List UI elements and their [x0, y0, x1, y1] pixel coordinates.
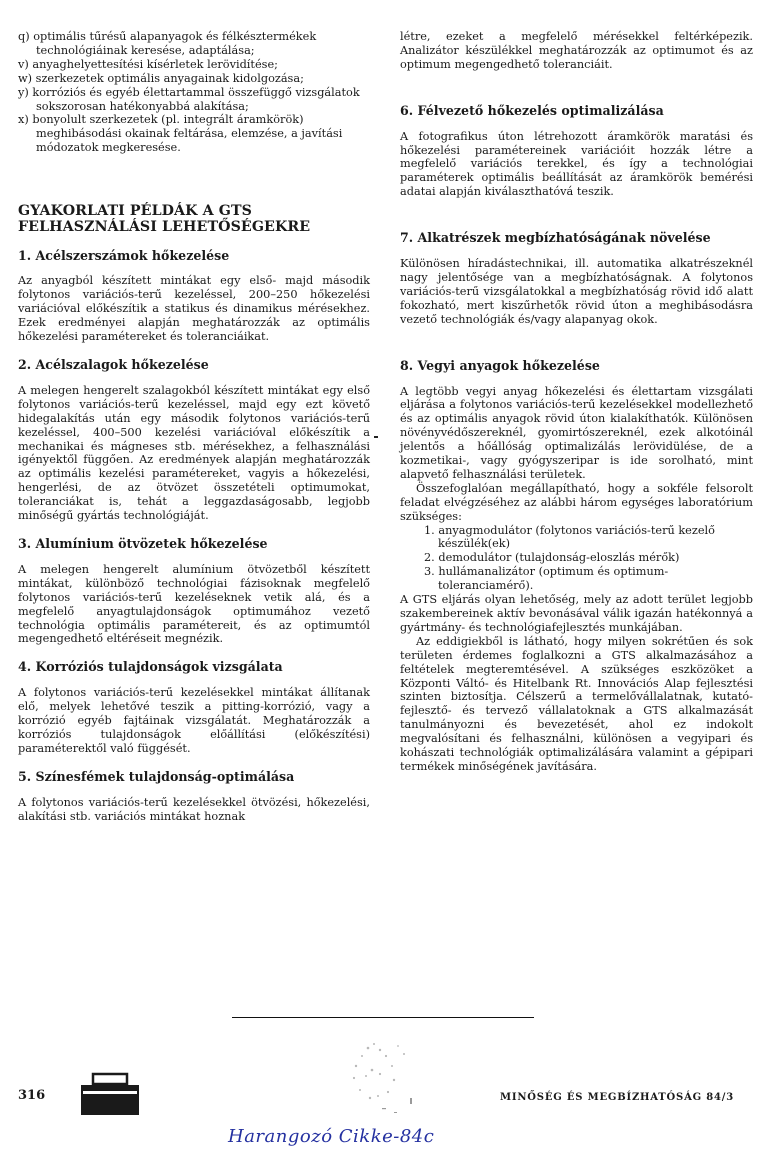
- subsection-text: Az anyagból készített mintákat egy első- majd második folytonos variációs-terű kezeléssel, 200–250 hőkezelési variációval előkészítik a statikus és dinamikus mérésekhez. Ezek eredményei alapján meghatározzák az optimális hőkezelési paramétereket és toleranciáikat.: [18, 274, 370, 344]
- section-heading: GYAKORLATI PÉLDÁK A GTS FELHASZNÁLÁSI LEHETŐSÉGEKRE: [18, 203, 311, 236]
- margin-mark: [374, 436, 378, 438]
- subsection-heading: 5. Színesfémek tulajdonság-optimálása: [18, 768, 295, 784]
- continuation-text: létre, ezeket a megfelelő mérésekkel feltérképezik. Analizátor készülékkel meghatározzák az optimumot és az optimum megengedhető toleranciáit.: [400, 30, 753, 71]
- subsection-text: A legtöbb vegyi anyag hőkezelési és élettartam vizsgálati eljárása a folytonos variációs-terű kezelésekkel modellezhető és az optimális anyagok rövid úton kialakíthatók. Különösen növényvédőszereknél, gyomirtószereknél, ezek alkotóinál jelentős a hőállóság optimalizálás lerövidülése, de a kozmetikai-, vagy gyógyszeripar is ide sorolható, mint alapvető felhasználási területek.: [400, 384, 753, 481]
- subsection-text: A fotografikus úton létrehozott áramkörök maratási és hőkezelési paramétereinek variációit hozzák létre a megfelelő variációs terekkel, és így a technológiai paraméterek optimális beállítását az áramkörök bemérési adatai alapján kiválaszthatóvá teszik.: [400, 129, 753, 199]
- list-item: y) korróziós és egyéb élettartammal összefüggő vizsgálatok sokszorosan hatékonyabbá alakítása;: [18, 85, 360, 113]
- subsection-text: A melegen hengerelt szalagokból készített mintákat egy első folytonos variációs-terű kezeléssel, majd egy ezt követő hidegalakítás után egy második folytonos variációs-terű kezeléssel, 400–500 kezelési variációval előkészítik a mechanikai és mágneses stb. mérésekhez, a felhasználási igényektől függően. Az eredmények alapján meghatározzák az optimális kezelési paramétereket, vagyis a hőkezelési, hengerlési, de az ötvözet összetételi optimumokat, toleranciákat is, tehát a leggazdaságosabb, legjobb minőségű gyártás technológiáját.: [18, 383, 370, 523]
- list-item: x) bonyolult szerkezetek (pl. integrált áramkörök) meghibásodási okainak feltárása, elemzése, a javítási módozatok megkeresése.: [18, 113, 343, 155]
- list-item: w) szerkezetek optimális anyagainak kidolgozása;: [18, 71, 304, 85]
- objectives-list: [18, 30, 370, 155]
- footer-divider: [232, 1017, 534, 1018]
- subsection-text: Különösen híradástechnikai, ill. automatika alkatrészeknél nagy jelentősége van a megbízhatóságnak. A folytonos variációs-terű vizsgálatokkal a megbízhatóság rövid idő alatt fokozható, mert kiszűrhetők rövid úton a meghibásodásra vezető technológiák és/vagy alapanyag okok.: [400, 257, 753, 326]
- list-item: 3. hullámanalizátor (optimum és optimum-toleranciamérő).: [424, 565, 669, 593]
- list-item: q) optimális tűrésű alapanyagok és félkésztermékek technológiáinak keresése, adaptálása;: [18, 30, 317, 57]
- page-number: 316: [18, 1088, 46, 1103]
- right-column: [400, 30, 753, 774]
- faded-stamp-icon: [320, 1026, 430, 1122]
- subsection-heading: 2. Acélszalagok hőkezelése: [18, 357, 209, 372]
- numbered-list: [400, 524, 753, 594]
- list-item: v) anyaghelyettesítési kísérletek lerövidítése;: [18, 57, 278, 71]
- subsection-text: A melegen hengerelt alumínium ötvözetből készített mintákat, különböző technológiai fázisoknak megfelelő folytonos variációs-terű kezeléseknek vetik alá, és a megfelelő anyagtulajdonságok optimumához vezető technológia optimális paramétereit, és az optimumtól megengedhető eltéréseit megnézik.: [18, 562, 370, 646]
- gts-paragraph: A GTS eljárás olyan lehetőség, mely az adott terület legjobb szakembereinek aktív bevonásával válik igazán hatékonnyá a gyártmány- és technológiafejlesztés munkájában.: [400, 593, 753, 634]
- final-paragraph: Az eddigiekből is látható, hogy milyen sokrétűen és sok területen érdemes foglalkozni a GTS alkalmazásához a feltételek megteremtésével. A szükséges eszközöket a Központi Váltó- és Hitelbank Rt. Innovációs Alap fejlesztési szinten biztosítja. Célszerű a termelővállalatnak, kutató-fejlesztő- és tervező vállalatoknak a GTS alkalmazását tanulmányozni és bevezetését, ahol ez indokolt megvalósítani és felhasználni, különösen a vegyipari és kohászati technológiák optimalizálására valamint a gépipari termékek minőségének javítására.: [400, 634, 753, 773]
- printer-logo-icon: [80, 1072, 140, 1116]
- subsection-heading: 1. Acélszerszámok hőkezelése: [18, 247, 230, 263]
- list-item: 2. demodulátor (tulajdonság-eloszlás mérők): [424, 551, 680, 565]
- subsection-heading: 7. Alkatrészek megbízhatóságának növelése: [400, 230, 711, 246]
- summary-text: Összefoglalóan megállapítható, hogy a sokféle felsorolt feladat elvégzéséhez az alábbi három egységes laboratórium szükséges:: [400, 481, 753, 523]
- subsection-heading: 4. Korróziós tulajdonságok vizsgálata: [18, 659, 283, 675]
- left-column: [18, 30, 370, 823]
- subsection-heading: 6. Félvezető hőkezelés optimalizálása: [400, 102, 664, 118]
- list-item: 1. anyagmodulátor (folytonos variációs-terű kezelő készülék(ek): [424, 523, 715, 551]
- journal-title: MINŐSÉG ÉS MEGBÍZHATÓSÁG 84/3: [500, 1092, 734, 1103]
- subsection-text: A folytonos variációs-terű kezelésekkel mintákat állítanak elő, melyek lehetővé teszik a pitting-korrózió, vagy a korrózió egyéb fajtáinak vizsgálatát. Meghatározzák a korróziós tulajdonságok előállítási (előkészítési) paraméterektől való függését.: [18, 686, 370, 755]
- subsection-heading: 8. Vegyi anyagok hőkezelése: [400, 357, 600, 373]
- subsection-text: A folytonos variációs-terű kezelésekkel ötvözési, hőkezelési, alakítási stb. variációs mintákat hoznak: [18, 795, 370, 823]
- handwritten-signature: Harangozó Cikke-84c: [228, 1126, 435, 1147]
- subsection-heading: 3. Alumínium ötvözetek hőkezelése: [18, 535, 268, 551]
